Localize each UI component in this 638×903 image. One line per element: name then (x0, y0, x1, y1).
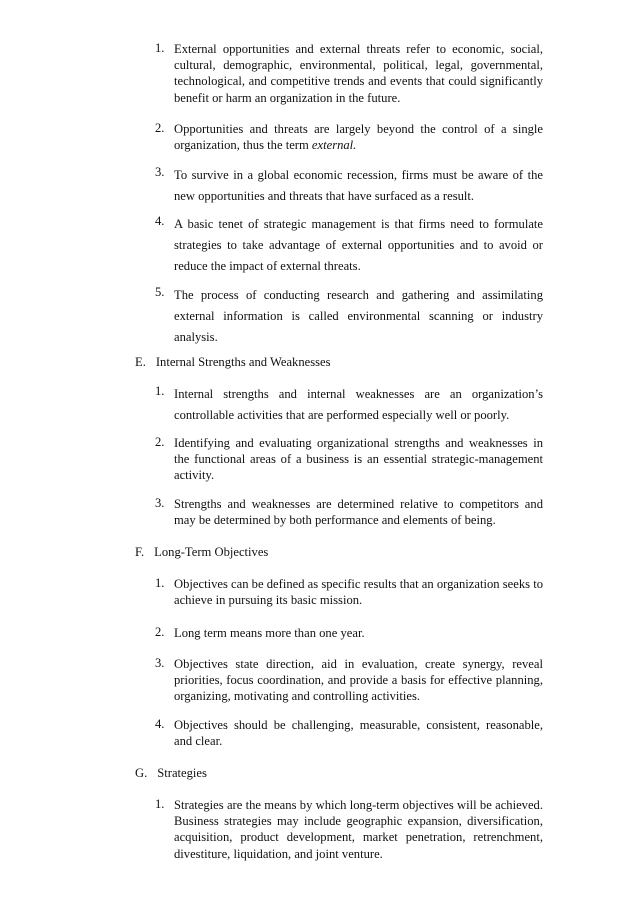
list-item (155, 121, 543, 153)
item-number: 4. (155, 717, 165, 731)
list-item (155, 41, 543, 106)
item-number: 2. (155, 435, 165, 449)
item-text: Strategies are the means by which long-term objectives will be achieved. Business strategies may include geographic expansion, diversification, acquisition, product development, market penetration, retrenchment, divestiture, liquidation, and joint venture. (174, 798, 543, 861)
item-text: Long term means more than one year. (174, 626, 365, 640)
section-title: Strategies (157, 766, 207, 780)
list-item (155, 717, 543, 749)
item-text: External opportunities and external threats refer to economic, social, cultural, demographic, environmental, political, legal, governmental, technological, and competitive trends and events that could significantly benefit or harm an organization in the future. (174, 42, 543, 105)
item-number: 2. (155, 625, 165, 639)
list-item (155, 384, 543, 426)
item-text: Objectives can be defined as specific results that an organization seeks to achieve in pursuing its basic mission. (174, 577, 543, 608)
list-item (155, 285, 543, 348)
item-text: Opportunities and threats are largely beyond the control of a single organization, thus the term external. (174, 122, 543, 153)
list-item (155, 797, 543, 862)
section-letter: F. (135, 545, 145, 559)
item-text: To survive in a global economic recession, firms must be aware of the new opportunities and threats that have surfaced as a result. (174, 168, 543, 203)
list-item (155, 214, 543, 277)
section-heading-f (135, 544, 268, 560)
section-heading-e (135, 354, 331, 370)
section-title: Long-Term Objectives (154, 545, 269, 559)
section-heading-g (135, 765, 207, 781)
item-text: Objectives should be challenging, measurable, consistent, reasonable, and clear. (174, 718, 543, 749)
item-text: Strengths and weaknesses are determined relative to competitors and may be determined by both performance and elements of being. (174, 497, 543, 528)
item-number: 1. (155, 41, 165, 55)
item-number: 1. (155, 384, 165, 398)
item-number: 3. (155, 165, 165, 179)
item-number: 3. (155, 496, 165, 510)
list-item (155, 435, 543, 484)
section-letter: E. (135, 355, 146, 369)
item-number: 1. (155, 797, 165, 811)
list-item (155, 576, 543, 608)
list-item (155, 496, 543, 528)
item-text: Objectives state direction, aid in evaluation, create synergy, reveal priorities, focus coordination, and provide a basis for effective planning, organizing, motivating and controlling activities. (174, 657, 543, 704)
section-letter: G. (135, 766, 148, 780)
item-text: A basic tenet of strategic management is that firms need to formulate strategies to take advantage of external opportunities and to avoid or reduce the impact of external threats. (174, 217, 543, 273)
list-item (155, 656, 543, 705)
item-text: Identifying and evaluating organizational strengths and weaknesses in the functional areas of a business is an essential strategic-management activity. (174, 436, 543, 483)
section-title: Internal Strengths and Weaknesses (155, 355, 331, 369)
item-text: The process of conducting research and gathering and assimilating external information is called environmental scanning or industry analysis. (174, 288, 543, 344)
item-number: 4. (155, 214, 165, 228)
item-number: 2. (155, 121, 165, 135)
item-text: Internal strengths and internal weaknesses are an organization’s controllable activities that are performed especially well or poorly. (174, 387, 543, 422)
italic-term: external. (311, 138, 357, 153)
item-number: 5. (155, 285, 165, 299)
list-item (155, 625, 543, 641)
list-item (155, 165, 543, 207)
item-number: 1. (155, 576, 165, 590)
item-number: 3. (155, 656, 165, 670)
